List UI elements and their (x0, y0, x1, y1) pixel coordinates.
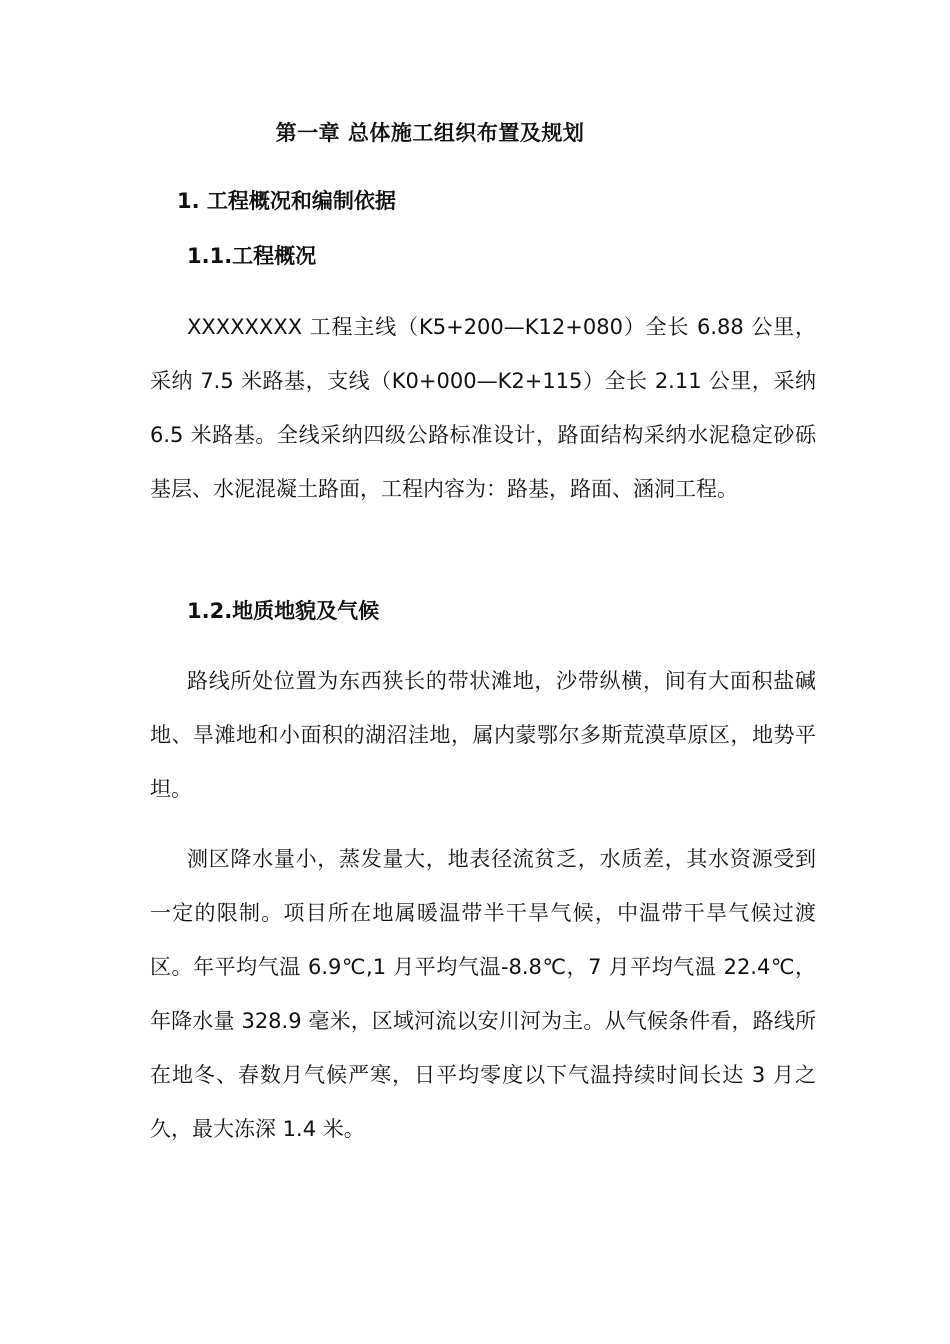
subsection-title-overview: 1.1.工程概况 (187, 244, 317, 268)
section-title: 1. 工程概况和编制依据 (177, 189, 396, 213)
paragraph-terrain: 路线所处位置为东西狭长的带状滩地，沙带纵横，间有大面积盐碱地、旱滩地和小面积的湖沼洼地，属内蒙鄂尔多斯荒漠草原区，地势平坦。 (150, 669, 816, 801)
chapter-title: 第一章 总体施工组织布置及规划 (275, 121, 585, 145)
paragraph-climate: 测区降水量小，蒸发量大，地表径流贫乏，水质差，其水资源受到一定的限制。项目所在地属暖温带半干旱气候，中温带干旱气候过渡区。年平均气温 6.9℃,1 月平均气温-8.8℃，7 月平均气温 22.4℃，年降水量 328.9 毫米，区域河流以安川河为主。从气候条件看，路线所在地冬、春数月气候严寒，日平均零度以下气温持续时间长达 3 月之久，最大冻深 1.4 米。 (150, 847, 816, 1141)
paragraph-project-overview: XXXXXXXX 工程主线（K5+200—K12+080）全长 6.88 公里，采纳 7.5 米路基，支线（K0+000—K2+115）全长 2.11 公里，采纳 6.5 米路基。全线采纳四级公路标准设计，路面结构采纳水泥稳定砂砾基层、水泥混凝土路面，工程内容为：路基，路面、涵洞工程。 (150, 315, 816, 501)
subsection-title-geology-climate: 1.2.地质地貌及气候 (187, 599, 380, 623)
